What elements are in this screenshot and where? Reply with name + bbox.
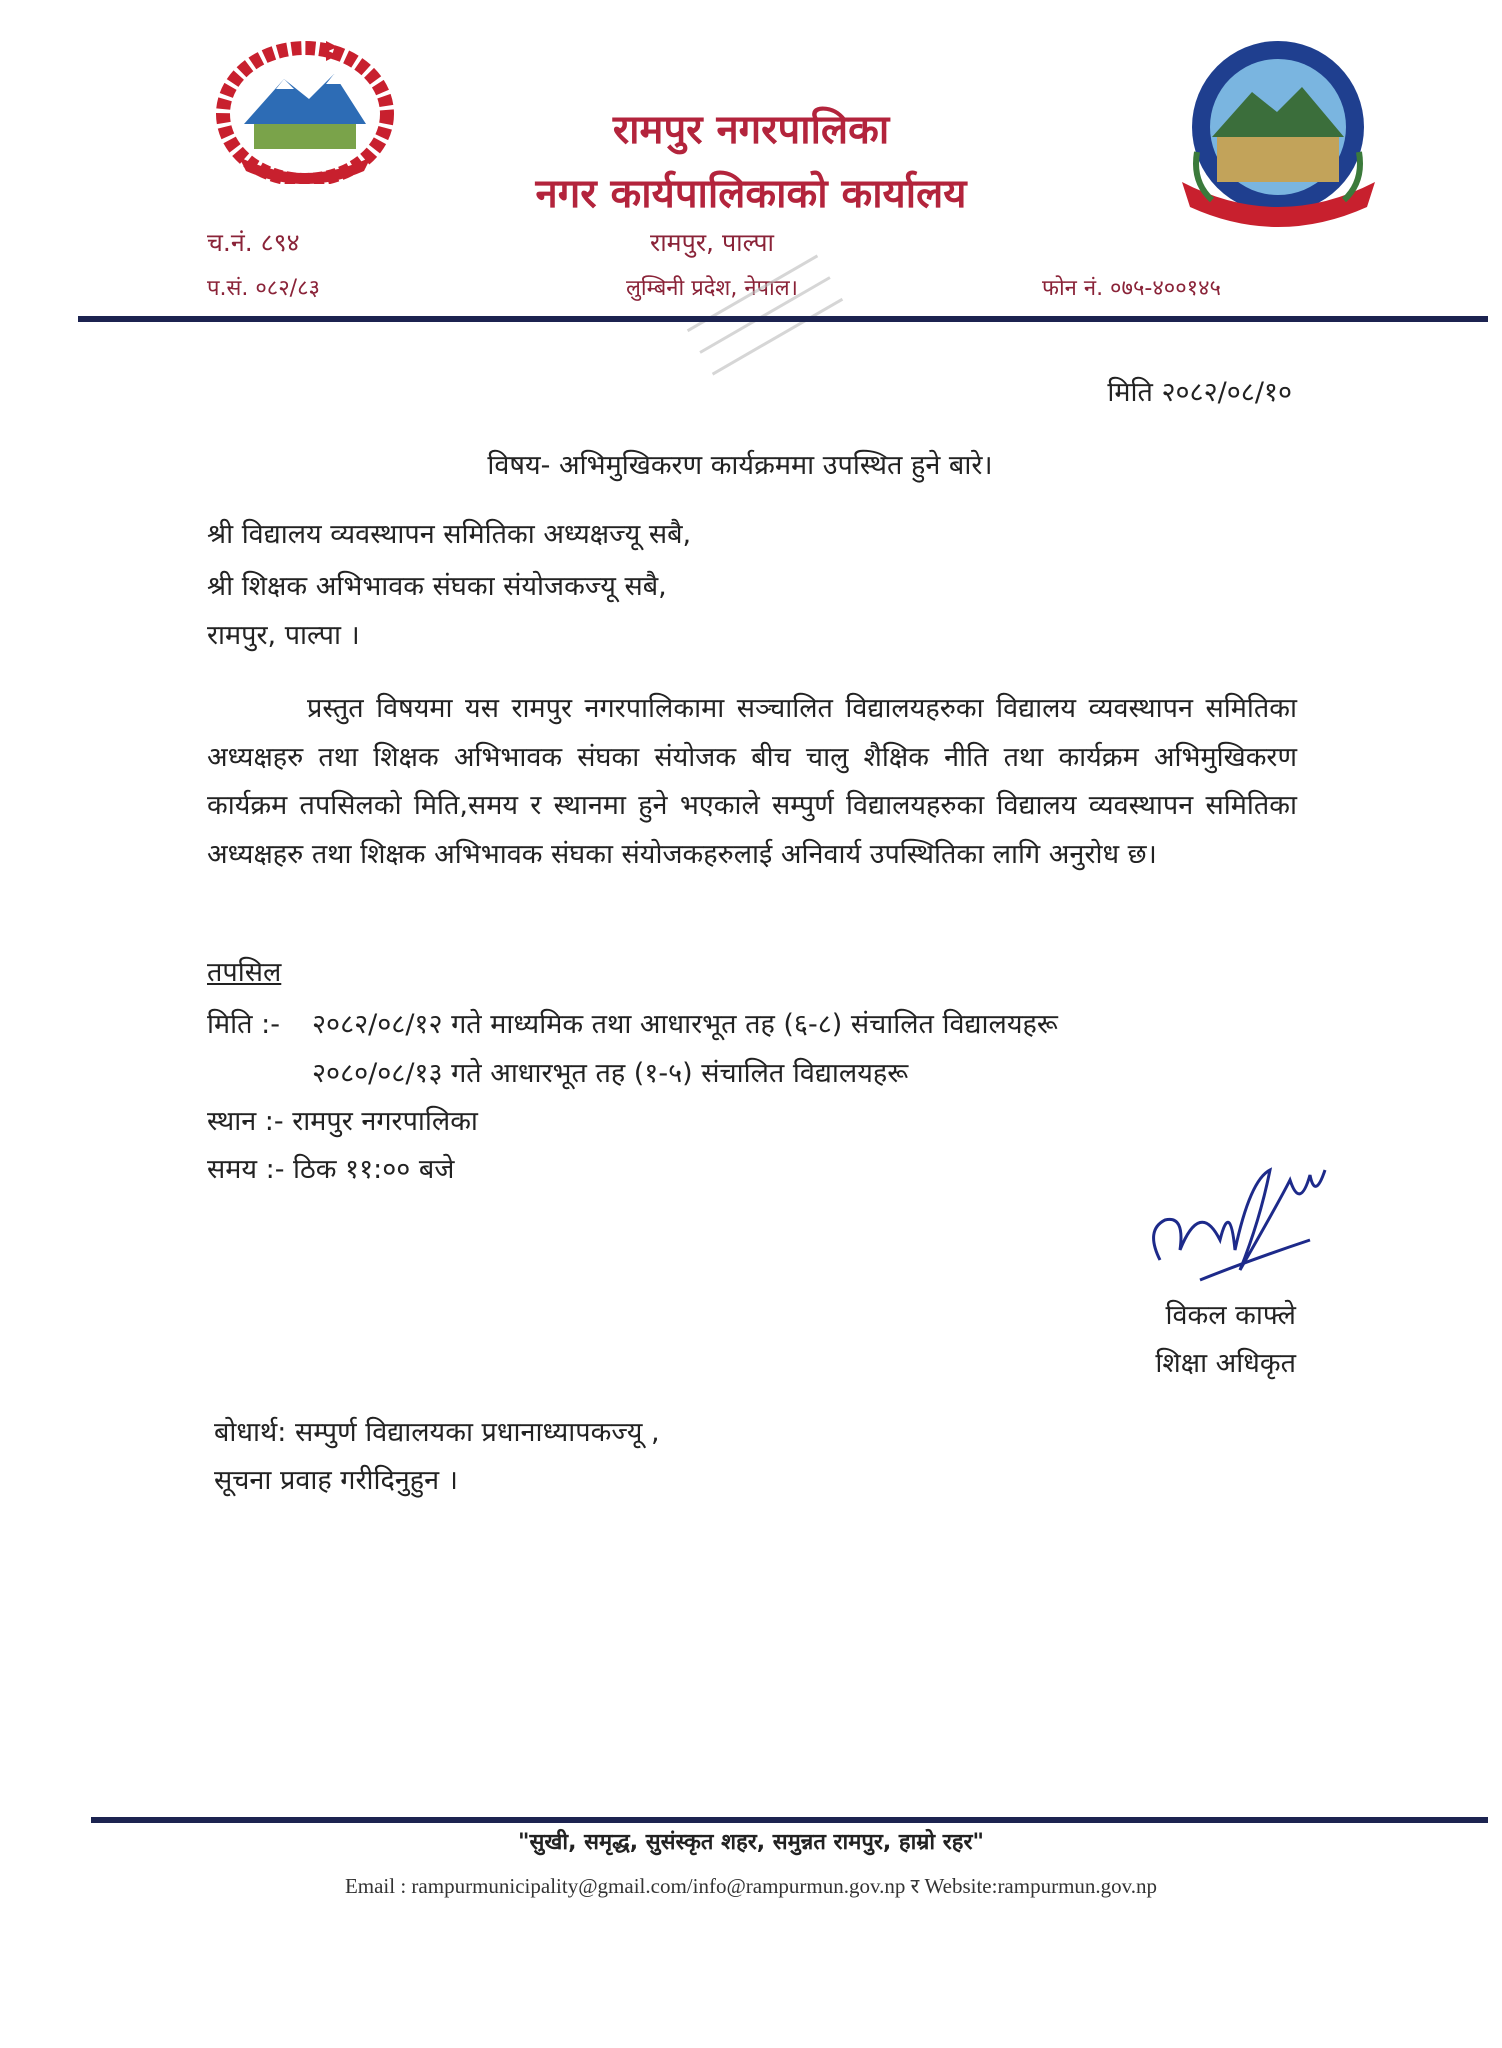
address-line-2: लुम्बिनी प्रदेश, नेपाल। bbox=[625, 276, 799, 301]
reference-number: च.नं. ८९४ bbox=[207, 228, 300, 257]
addressee-line: रामपुर, पाल्पा । bbox=[207, 620, 360, 651]
details-heading: तपसिल bbox=[207, 957, 282, 988]
fiscal-year: प.सं. ०८२/८३ bbox=[207, 276, 320, 301]
handwritten-signature-icon bbox=[1140, 1140, 1330, 1295]
letter-subject: विषय- अभिमुखिकरण कार्यक्रममा उपस्थित हुने बारे। bbox=[487, 450, 993, 481]
footer-contact: Email : rampurmunicipality@gmail.com/info@rampurmun.gov.np र Website:rampurmun.gov.np bbox=[344, 1874, 1158, 1898]
header-divider bbox=[78, 316, 1488, 322]
phone-number: फोन नं. ०७५-४००१४५ bbox=[1042, 276, 1221, 301]
signatory-name: विकल काफ्ले bbox=[1165, 1300, 1296, 1331]
footer-divider bbox=[91, 1817, 1488, 1823]
municipality-name: रामपुर नगरपालिका bbox=[612, 107, 890, 153]
addressee-line: श्री शिक्षक अभिभावक संघका संयोजकज्यू सबै, bbox=[207, 571, 667, 602]
details-date-line: २०८०/०८/१३ गते आधारभूत तह (१-५) संचालित विद्यालयहरू bbox=[312, 1058, 909, 1089]
signatory-title: शिक्षा अधिकृत bbox=[1155, 1348, 1296, 1379]
address-line-1: रामपुर, पाल्पा bbox=[649, 228, 775, 257]
details-date-label: मिति :- bbox=[207, 1009, 280, 1040]
office-name: नगर कार्यपालिकाको कार्यालय bbox=[535, 171, 967, 217]
details-date-line: २०८२/०८/१२ गते माध्यमिक तथा आधारभूत तह (६-८) संचालित विद्यालयहरू bbox=[312, 1009, 1058, 1040]
details-place: स्थान :- रामपुर नगरपालिका bbox=[207, 1106, 478, 1137]
cc-line: सूचना प्रवाह गरीदिनुहुन । bbox=[214, 1465, 458, 1496]
details-time: समय :- ठिक ११:०० बजे bbox=[207, 1154, 455, 1185]
addressee-line: श्री विद्यालय व्यवस्थापन समितिका अध्यक्षज्यू सबै, bbox=[207, 519, 692, 550]
cc-line: बोधार्थ: सम्पुर्ण विद्यालयका प्रधानाध्यापकज्यू , bbox=[214, 1417, 660, 1448]
letter-date: मिति २०८२/०८/१० bbox=[1107, 377, 1292, 408]
office-stamp-icon bbox=[670, 230, 860, 400]
footer-slogan: "सुखी, समृद्ध, सुसंस्कृत शहर, समुन्नत रामपुर, हाम्रो रहर" bbox=[518, 1830, 984, 1855]
letter-body: प्रस्तुत विषयमा यस रामपुर नगरपालिकामा सञ्चालित विद्यालयहरुका विद्यालय व्यवस्थापन समितिका अध्यक्षहरु तथा शिक्षक अभिभावक संघका संयोजक बीच चालु शैक्षिक नीति तथा कार्यक्रम अभिमुखिकरण कार्यक्रम तपसिलको मिति,समय र स्थानमा हुने भएकाले सम्पुर्ण विद्यालयहरुका विद्यालय व्यवस्थापन समितिका अध्यक्षहरु तथा शिक्षक अभिभावक संघका संयोजकहरुलाई अनिवार्य उपस्थितिका लागि अनुरोध छ। bbox=[207, 693, 1297, 870]
